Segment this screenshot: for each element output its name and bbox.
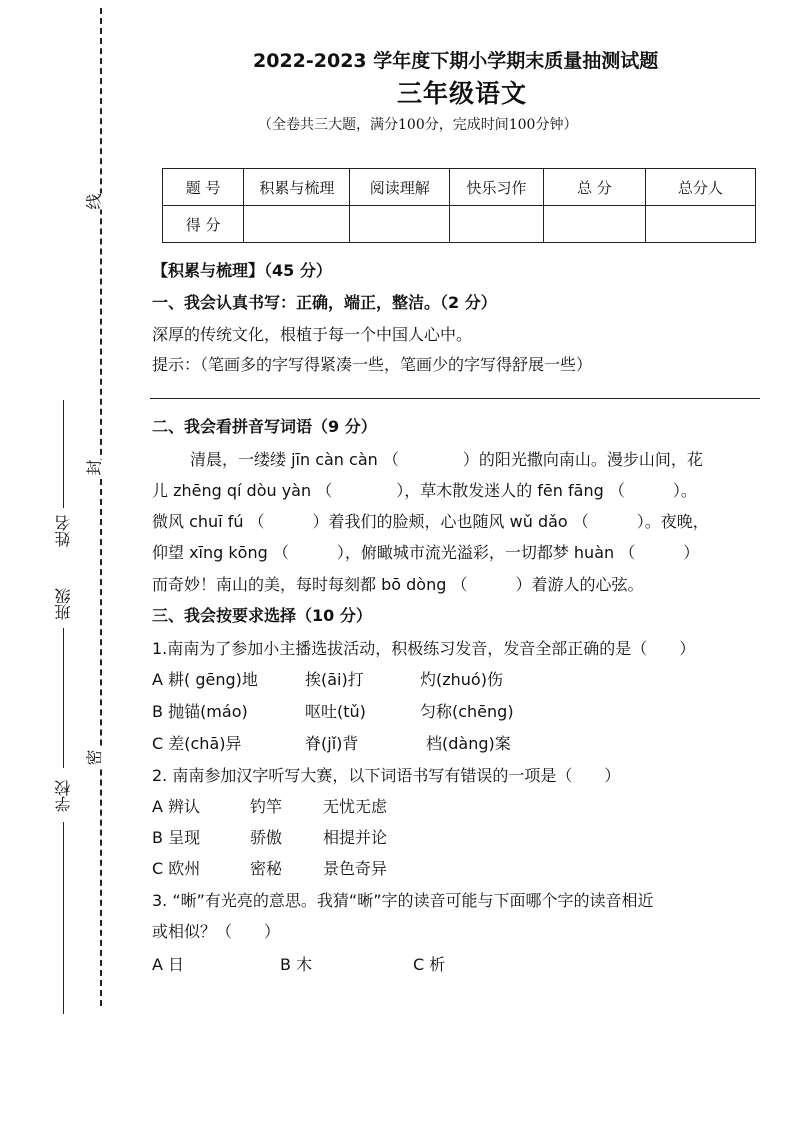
pinyin-paragraph-line: 而奇妙！南山的美，每时每刻都 bō dòng （ ）着游人的心弦。 [152, 575, 644, 594]
pinyin-paragraph-line: 仰望 xīng kōng （ ），俯瞰城市流光溢彩，一切都梦 huàn （ ） [152, 543, 700, 562]
choice-option[interactable]: C 欧州 [152, 859, 201, 878]
question-stem: 3. “晰”有光亮的意思。我猜“晰”字的读音可能与下面哪个字的读音相近 [152, 891, 654, 910]
choice-option[interactable]: A 耕( gēng)地 [152, 670, 258, 689]
score-cell[interactable] [543, 206, 645, 243]
choice-item: 密秘 [250, 859, 283, 878]
question-title: 三、我会按要求选择（10 分） [152, 606, 372, 625]
writing-line[interactable] [150, 398, 760, 399]
copy-sentence: 深厚的传统文化，根植于每一个中国人心中。 [152, 325, 473, 344]
choice-item: 挨(āi)打 [305, 670, 364, 689]
table-header-cell: 总 分 [543, 169, 645, 206]
choice-item: 匀称(chēng) [420, 702, 514, 721]
table-header-cell: 积累与梳理 [244, 169, 350, 206]
class-label: 班级 [54, 588, 73, 620]
score-cell[interactable] [350, 206, 450, 243]
choice-option[interactable]: A 日 [152, 955, 185, 974]
exam-title: 2022-2023 学年度下期小学期末质量抽测试题 [253, 50, 659, 72]
pinyin-paragraph-line: 微风 chuī fú （ ）着我们的脸颊，心也随风 wǔ dǎo （ ）。夜晚， [152, 512, 709, 531]
choice-item: 相提并论 [323, 828, 388, 847]
score-table-score-row [163, 206, 756, 243]
score-table [162, 168, 756, 243]
school-label: 学校 [54, 780, 73, 812]
exam-instructions: （全卷共三大题，满分100分，完成时间100分钟） [258, 117, 578, 133]
section-heading: 【积累与梳理】（45 分） [152, 261, 332, 280]
choice-option[interactable]: C 差(chā)异 [152, 734, 242, 753]
question-stem-continued: 或相似？（ ） [152, 922, 281, 941]
question-title: 一、我会认真书写：正确，端正，整洁。（2 分） [152, 293, 497, 312]
pinyin-paragraph-line: 清晨，一缕缕 jīn càn càn （ ）的阳光撒向南山。漫步山间，花 [190, 450, 703, 469]
choice-item: 呕吐(tǔ) [305, 702, 366, 721]
question-stem: 2. 南南参加汉字听写大赛，以下词语书写有错误的一项是（ ） [152, 766, 621, 785]
table-row-label: 得 分 [163, 206, 244, 243]
name-blank-line[interactable] [63, 400, 64, 508]
binding-char-mi: 密 [80, 749, 107, 765]
choice-option[interactable]: A 辨认 [152, 797, 201, 816]
class-blank-line[interactable] [63, 628, 64, 768]
choice-option[interactable]: B 呈现 [152, 828, 201, 847]
table-header-cell: 题 号 [163, 169, 244, 206]
pinyin-paragraph-line: 儿 zhēng qí dòu yàn （ ），草木散发迷人的 fēn fāng （ ）。 [152, 481, 697, 500]
table-header-cell: 总分人 [645, 169, 755, 206]
choice-item: 灼(zhuó)伤 [420, 670, 503, 689]
choice-option[interactable]: B 木 [280, 955, 313, 974]
score-cell[interactable] [244, 206, 350, 243]
choice-item: 脊(jǐ)背 [305, 734, 359, 753]
name-label: 姓名 [54, 515, 73, 547]
choice-item: 钓竿 [250, 797, 283, 816]
table-header-cell: 快乐习作 [450, 169, 544, 206]
exam-subject: 三年级语文 [397, 79, 528, 108]
binding-char-feng: 封 [80, 459, 107, 475]
choice-option[interactable]: C 析 [413, 955, 446, 974]
question-title: 二、我会看拼音写词语（9 分） [152, 417, 377, 436]
score-table-header-row [163, 169, 756, 206]
choice-option[interactable]: B 抛锚(máo) [152, 702, 248, 721]
binding-dashed-line [100, 8, 102, 1006]
score-cell[interactable] [645, 206, 755, 243]
choice-item: 景色奇异 [323, 859, 388, 878]
binding-char-xian: 线 [80, 193, 107, 209]
table-header-cell: 阅读理解 [350, 169, 450, 206]
choice-item: 无忧无虑 [323, 797, 388, 816]
writing-hint: 提示：（笔画多的字写得紧凑一些，笔画少的字写得舒展一些） [152, 355, 593, 374]
school-blank-line[interactable] [63, 822, 64, 1014]
choice-item: 骄傲 [250, 828, 283, 847]
choice-item: 档(dàng)案 [426, 734, 511, 753]
question-stem: 1.南南为了参加小主播选拔活动，积极练习发音，发音全部正确的是（ ） [152, 639, 696, 658]
score-cell[interactable] [450, 206, 544, 243]
